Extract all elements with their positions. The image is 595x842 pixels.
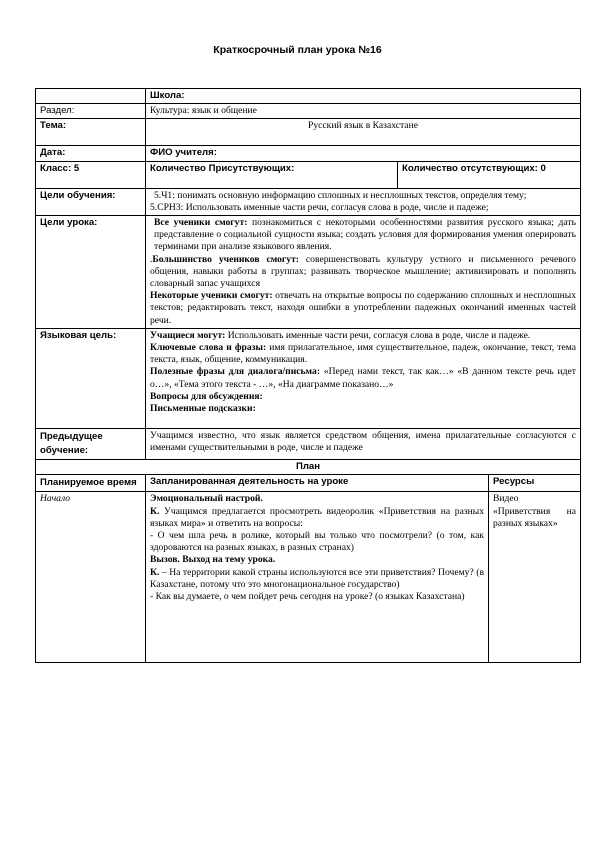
students-can-heading: Учащиеся могут: <box>150 329 226 341</box>
mood-heading: Эмоциональный настрой. <box>150 493 263 505</box>
plan-header: План <box>36 460 581 475</box>
section-value: Культура: язык и общение <box>146 104 581 119</box>
date-label: Дата: <box>36 146 146 161</box>
k2-marker: К. <box>150 566 160 578</box>
question-1: - О чем шла речь в ролике, который вы только что посмотрели? (о том, как здороваются на разных языках, в разных странах) <box>150 530 484 554</box>
keywords-text: имя прилагательное, имя существительное, падеж, окончание, текст, тема текста, язык, общение, коммуникация. <box>150 342 576 366</box>
k1-text: Учащимся предлагается просмотреть видеоролик «Приветствия на разных языках мира» и ответить на вопросы: <box>150 505 484 529</box>
students-can-text: Использовать именные части речи, согласуя слова в роде, числе и падеже. <box>225 329 531 341</box>
goals-row <box>36 188 581 215</box>
lesson-plan-table <box>35 88 581 663</box>
col-activity: Запланированная деятельность на уроке <box>146 475 489 492</box>
most-prefix: . <box>150 253 153 265</box>
goal-line: 5.Ч1: понимать основную информацию сплошных и несплошных текстов, определяя тему; <box>154 189 527 201</box>
section-label: Раздел: <box>36 104 146 119</box>
row-time: Начало <box>36 492 146 663</box>
previous-text: Учащимся известно, что язык является средством общения, имена прилагательные согласуются с именами существительными в роде, числе и падеже <box>146 429 581 460</box>
k2-text: – На территории какой страны используются все эти приветствия? Почему? (в Казахстане, потому что это многонациональное государство) <box>150 566 484 590</box>
plan-row <box>36 492 581 663</box>
resource-cell: Видео «Приветствия на разных языках» <box>489 492 581 663</box>
language-goal-row <box>36 328 581 428</box>
class-row <box>36 161 581 188</box>
lesson-goals-row <box>36 216 581 329</box>
k1-marker: К. <box>150 505 160 517</box>
school-label: Школа: <box>146 89 581 104</box>
goal-line: 5.СРН3: Использовать именные части речи, согласуя слова в роде, числе и падеже; <box>150 201 489 213</box>
some-students-text: отвечать на открытые вопросы по содержанию сплошных и несплошных текстов; редактировать текст, находя ошибки в употреблении падежных окончаний именных частей речи. <box>150 290 577 326</box>
theme-row <box>36 119 581 146</box>
class-label: Класс: 5 <box>36 161 146 188</box>
call-heading: Вызов. Выход на тему урока. <box>150 554 276 566</box>
col-time: Планируемое время <box>36 475 146 492</box>
plan-columns-row <box>36 475 581 492</box>
some-students-heading: Некоторые ученики смогут: <box>150 290 273 302</box>
questions-heading: Вопросы для обсуждения: <box>150 390 263 402</box>
goals-label: Цели обучения: <box>36 188 146 215</box>
previous-label: Предыдущее обучение: <box>36 429 146 460</box>
question-2: - Как вы думаете, о чем пойдет речь сегодня на уроке? (о языках Казахстана) <box>150 591 465 603</box>
lesson-goals-label: Цели урока: <box>36 216 146 329</box>
all-students-text: познакомиться с некоторыми особенностями развития русского языка; дать представление о социальной сущности языка; создать условия для формирования умения оперировать терминами при анализе языкового явления. <box>154 217 576 253</box>
keywords-heading: Ключевые слова и фразы: <box>150 342 267 354</box>
all-students-heading: Все ученики смогут: <box>154 217 248 229</box>
present-label: Количество Присутствующих: <box>146 161 398 188</box>
language-goal-label: Языковая цель: <box>36 328 146 428</box>
most-students-text: совершенствовать культуру устного и письменного речевого общения, навыки работы в группах; развивать творческое мышление; активизировать и пополнять словарный запас учащихся <box>150 253 576 290</box>
theme-value: Русский язык в Казахстане <box>146 119 581 146</box>
section-row <box>36 104 581 119</box>
absent-label: Количество отсутствующих: 0 <box>398 161 581 188</box>
teacher-label: ФИО учителя: <box>146 146 581 161</box>
hints-heading: Письменные подсказки: <box>150 403 256 415</box>
plan-header-row <box>36 460 581 475</box>
theme-label: Тема: <box>36 119 146 146</box>
school-row <box>36 89 581 104</box>
most-students-heading: Большинство учеников смогут: <box>152 253 299 265</box>
previous-row <box>36 429 581 460</box>
phrases-heading: Полезные фразы для диалога/письма: <box>150 366 321 378</box>
page-title: Краткосрочный план урока №16 <box>213 44 382 56</box>
date-row <box>36 146 581 161</box>
phrases-text: «Перед нами текст, так как…» «В данном тексте речь идет о…», «Тема этого текста - …», «На диаграмме показано…» <box>150 366 576 390</box>
col-resources: Ресурсы <box>489 475 581 492</box>
